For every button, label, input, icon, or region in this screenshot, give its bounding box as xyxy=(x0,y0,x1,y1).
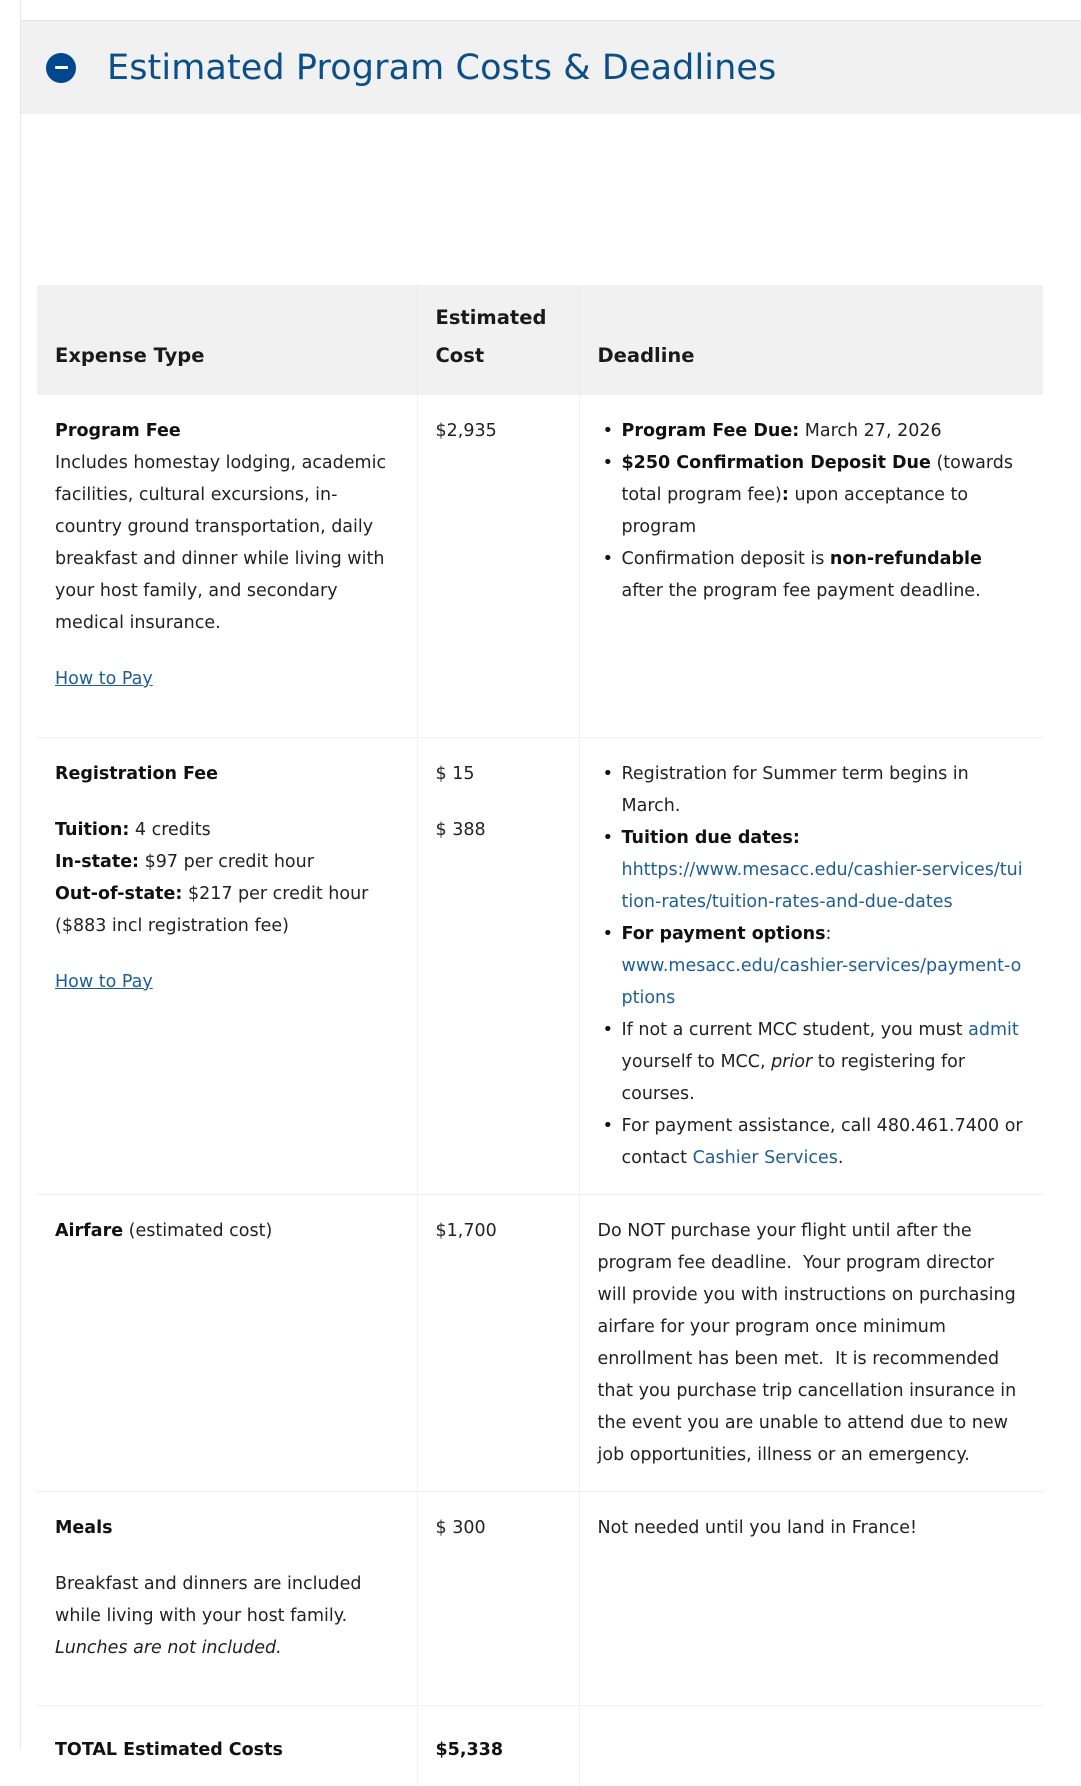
cost-cell: $ 300 xyxy=(417,1491,579,1705)
expense-suffix: (estimated cost) xyxy=(123,1220,273,1241)
instate-label: In-state: xyxy=(55,851,140,872)
text: after the program fee payment deadline. xyxy=(621,581,981,601)
cost-cell xyxy=(417,737,579,1194)
deadline-cell xyxy=(579,395,1043,737)
cost-cell xyxy=(417,1705,579,1786)
text: Confirmation deposit is xyxy=(621,549,830,569)
header-estimated-cost xyxy=(417,285,579,395)
deadline-date: March 27, 2026 xyxy=(799,421,942,441)
tuition-label: Tuition: xyxy=(55,819,130,840)
cashier-services-link[interactable]: Cashier Services xyxy=(692,1147,838,1168)
instate-value: $97 per credit hour xyxy=(139,851,314,872)
table-row xyxy=(37,737,1043,1194)
total-cost: $5,338 xyxy=(435,1739,504,1760)
expense-cell xyxy=(37,395,417,737)
colon: : xyxy=(825,923,832,944)
text: If not a current MCC student, you must xyxy=(621,1019,969,1040)
deadline-cell: Do NOT purchase your flight until after the program fee deadline. Your program director will provide you with instructions on purchasing airfare for your program once minimum enrollment has been met. It is recommended that you purchase trip cancellation insurance in the event you are unable to attend due to new job opportunities, illness or an emergency. xyxy=(579,1194,1043,1491)
how-to-pay-link[interactable]: How to Pay xyxy=(55,669,153,689)
instate-line xyxy=(55,846,399,878)
expense-title: Registration Fee xyxy=(55,763,219,784)
prior-text: prior xyxy=(771,1051,813,1072)
deadline-label: Program Fee Due: xyxy=(621,421,800,441)
deadline-item xyxy=(598,543,1026,607)
lunch-note: Lunches are not included. xyxy=(55,1637,282,1658)
costs-table xyxy=(37,285,1043,1786)
accordion-title[interactable]: Estimated Program Costs & Deadlines xyxy=(107,47,777,88)
deadline-list xyxy=(598,415,1026,607)
table-header-row xyxy=(37,285,1043,395)
deposit-due: upon acceptance to program xyxy=(621,485,969,537)
deposit-label: $250 Confirmation Deposit Due xyxy=(621,453,931,473)
total-label: TOTAL Estimated Costs xyxy=(55,1739,283,1760)
outstate-label: Out-of-state: xyxy=(55,883,183,904)
text: . xyxy=(837,1147,844,1168)
payment-options-link[interactable]: www.mesacc.edu/cashier-services/payment-options xyxy=(621,955,1022,1008)
deadline-item xyxy=(598,1110,1026,1174)
deadline-list xyxy=(598,758,1026,1174)
table-row-total xyxy=(37,1705,1043,1786)
deadline-item: • Registration for Summer term begins in March. xyxy=(598,758,1026,822)
expense-title: Program Fee xyxy=(55,421,181,441)
deposit-note: (towards total program fee) xyxy=(621,453,1013,505)
text: For payment assistance, call 480.461.7400 or contact xyxy=(621,1115,1023,1168)
table-row xyxy=(37,1194,1043,1491)
tuition-due-dates-link[interactable]: hhttps://www.mesacc.edu/cashier-services/tuition-rates/tuition-rates-and-due-dates xyxy=(621,859,1023,912)
deadline-cell: Not needed until you land in France! xyxy=(579,1491,1043,1705)
table-row xyxy=(37,395,1043,737)
deadline-cell xyxy=(579,737,1043,1194)
deadline-item xyxy=(598,918,1026,1014)
minus-circle-icon[interactable] xyxy=(46,53,76,83)
top-divider xyxy=(21,0,1081,21)
expense-cell xyxy=(37,1491,417,1705)
outstate-value: $217 per credit hour xyxy=(182,883,369,904)
outstate-line xyxy=(55,878,399,910)
expense-description: Includes homestay lodging, academic facilities, cultural excursions, in-country ground transportation, daily breakfast and dinner while living with your host family, and secondary medical insurance. xyxy=(55,453,387,633)
text: yourself to MCC, xyxy=(621,1051,772,1072)
how-to-pay-link[interactable]: How to Pay xyxy=(55,971,153,992)
deadline-item xyxy=(598,447,1026,543)
header-expense-type: Expense Type xyxy=(37,285,417,395)
deadline-cell xyxy=(579,1705,1043,1786)
header-deadline: Deadline xyxy=(579,285,1043,395)
expense-description: Breakfast and dinners are included while living with your host family. xyxy=(55,1573,362,1626)
colon: : xyxy=(781,485,789,505)
expense-title: Meals xyxy=(55,1517,113,1538)
tuition-line xyxy=(55,814,399,846)
tuition-due-label: Tuition due dates: xyxy=(621,827,800,848)
table-row xyxy=(37,1491,1043,1705)
accordion-header[interactable] xyxy=(21,21,1081,114)
cost-cell: $2,935 xyxy=(417,395,579,737)
expense-note xyxy=(55,1632,399,1664)
expense-cell xyxy=(37,737,417,1194)
payment-options-label: For payment options xyxy=(621,923,826,944)
tuition-cost: $ 388 xyxy=(435,819,486,840)
text: to registering for courses. xyxy=(621,1051,966,1104)
expense-title: Airfare xyxy=(55,1220,124,1241)
header-cost-line2: Cost xyxy=(435,344,485,367)
header-cost-line1: Estimated xyxy=(435,306,547,329)
cost-cell: $1,700 xyxy=(417,1194,579,1491)
deadline-item xyxy=(598,822,1026,918)
admit-link[interactable]: admit xyxy=(968,1019,1019,1040)
deadline-item xyxy=(598,415,1026,447)
tuition-value: 4 credits xyxy=(129,819,211,840)
registration-cost: $ 15 xyxy=(435,763,475,784)
expense-cell xyxy=(37,1705,417,1786)
outstate-note: ($883 incl registration fee) xyxy=(55,915,289,936)
expense-cell xyxy=(37,1194,417,1491)
deadline-item xyxy=(598,1014,1026,1110)
non-refundable-text: non-refundable xyxy=(829,549,982,569)
